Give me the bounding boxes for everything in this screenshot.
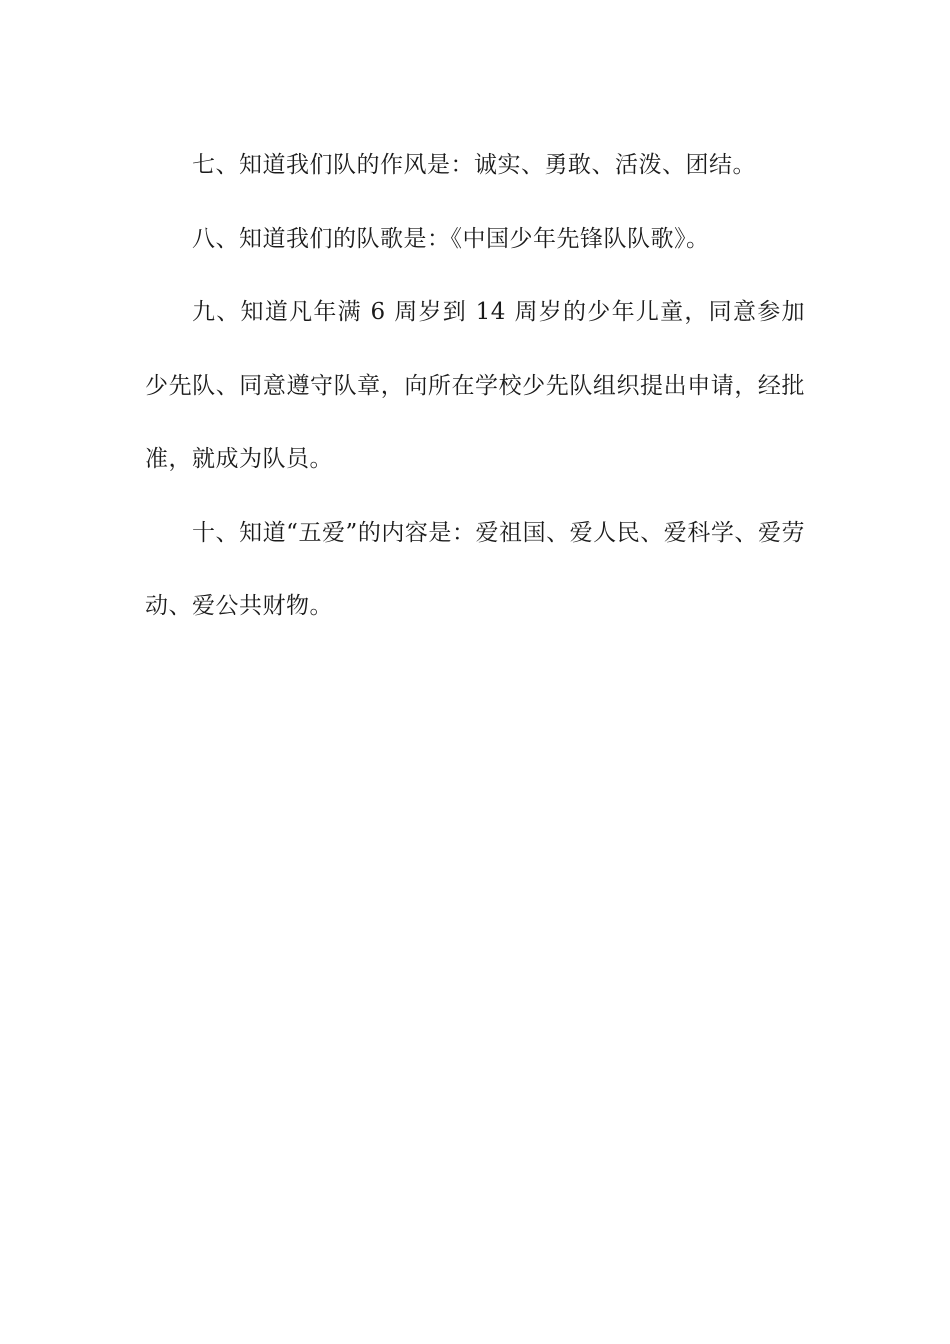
paragraph-seven: 七、知道我们队的作风是：诚实、勇敢、活泼、团结。 bbox=[192, 152, 756, 178]
paragraph-ten: 十、知道“五爱”的内容是：爱祖国、爱人民、爱科学、爱劳动、爱公共财物。 bbox=[145, 519, 805, 619]
paragraph-eight: 八、知道我们的队歌是：《中国少年先锋队队歌》。 bbox=[192, 225, 710, 252]
document-body bbox=[145, 129, 805, 644]
paragraph-nine: 九、知道凡年满 6 周岁到 14 周岁的少年儿童，同意参加少先队、同意遵守队章，向所在学校少先队组织提出申请，经批准，就成为队员。 bbox=[145, 299, 805, 472]
